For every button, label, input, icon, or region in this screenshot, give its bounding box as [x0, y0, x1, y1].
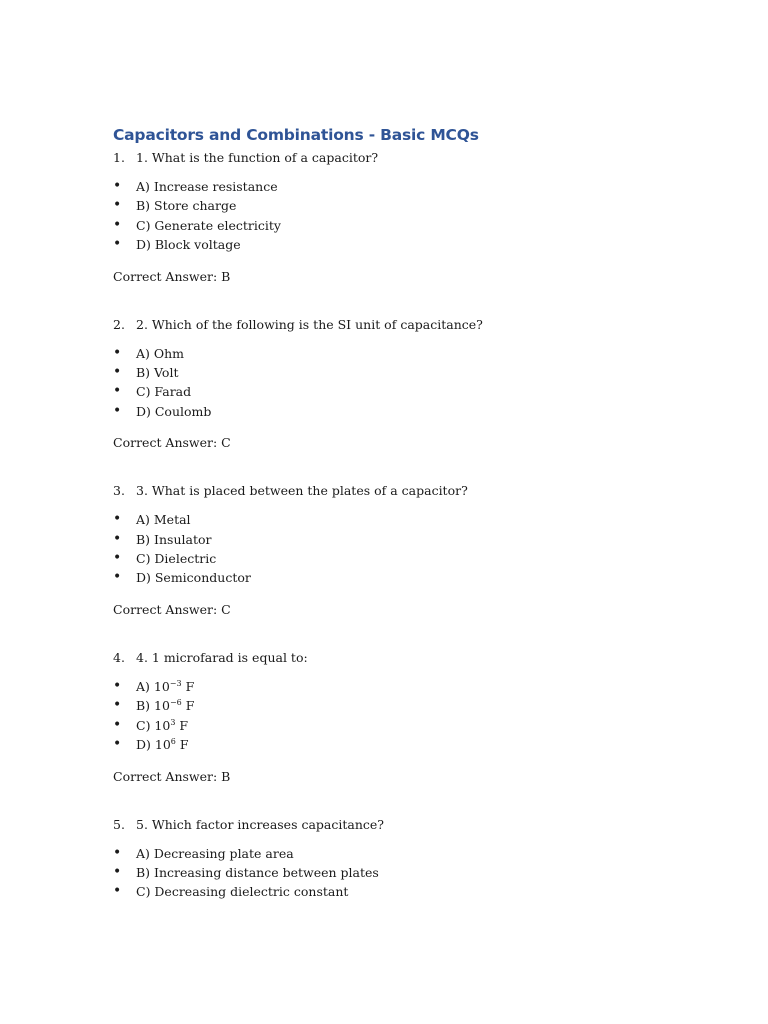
option-text: A) Metal — [136, 512, 191, 528]
option-exponent: 3 — [170, 717, 176, 727]
document-page — [113, 124, 673, 933]
option-item — [113, 196, 673, 215]
option-text: C) Decreasing dielectric constant — [136, 884, 349, 900]
option-text-suffix: F — [181, 678, 195, 694]
option-text: A) Decreasing plate area — [136, 845, 294, 861]
bullet-icon: • — [113, 697, 122, 714]
question-text: 2. Which of the following is the SI unit of capacitance? — [136, 316, 483, 332]
question-line — [113, 816, 673, 833]
question-number: 1. — [113, 150, 125, 165]
option-text: C) Generate electricity — [136, 217, 281, 233]
bullet-icon: • — [113, 863, 122, 880]
option-text: B) Volt — [136, 365, 179, 381]
option-item — [113, 382, 673, 401]
option-item — [113, 716, 673, 735]
bullet-icon: • — [113, 716, 122, 733]
bullet-icon: • — [113, 511, 122, 528]
option-text-prefix: D) 10 — [136, 737, 171, 753]
document-title: Capacitors and Combinations - Basic MCQs — [113, 126, 479, 144]
option-item — [113, 863, 673, 882]
question-block — [113, 316, 673, 452]
option-item — [113, 510, 673, 529]
question-number: 3. — [113, 483, 125, 499]
bullet-icon: • — [113, 216, 122, 233]
option-item — [113, 344, 673, 363]
correct-answer: Correct Answer: C — [113, 601, 231, 617]
option-item — [113, 530, 673, 549]
question-number: 2. — [113, 316, 125, 332]
question-text: 3. What is placed between the plates of a capacitor? — [136, 483, 468, 499]
option-text — [136, 716, 188, 735]
option-item — [113, 882, 673, 901]
option-text: D) Coulomb — [136, 403, 212, 419]
option-item — [113, 216, 673, 235]
correct-answer: Correct Answer: B — [113, 768, 231, 784]
bullet-icon: • — [113, 364, 122, 381]
bullet-icon: • — [113, 344, 122, 361]
option-item — [113, 844, 673, 863]
option-list — [113, 510, 673, 588]
question-block — [113, 816, 673, 902]
question-line — [113, 482, 673, 499]
question-text: 5. Which factor increases capacitance? — [136, 816, 385, 832]
option-text: C) Dielectric — [136, 551, 217, 567]
option-item — [113, 735, 673, 754]
bullet-icon: • — [113, 402, 122, 419]
option-list — [113, 677, 673, 755]
option-item — [113, 568, 673, 587]
option-text — [136, 677, 194, 696]
option-exponent: 6 — [170, 736, 176, 746]
bullet-icon: • — [113, 844, 122, 861]
option-text — [136, 735, 189, 754]
bullet-icon: • — [113, 530, 122, 547]
bullet-icon: • — [113, 883, 122, 900]
option-list — [113, 344, 673, 422]
option-list — [113, 177, 673, 255]
correct-answer: Correct Answer: C — [113, 435, 231, 451]
option-text: D) Block voltage — [136, 237, 241, 253]
question-text: 4. 1 microfarad is equal to: — [136, 649, 308, 665]
option-text — [136, 696, 194, 715]
correct-answer: Correct Answer: B — [113, 268, 231, 284]
option-item — [113, 177, 673, 196]
option-item — [113, 235, 673, 254]
option-item — [113, 696, 673, 715]
question-block — [113, 649, 673, 785]
bullet-icon: • — [113, 178, 122, 194]
bullet-icon: • — [113, 569, 122, 586]
option-text-prefix: B) 10 — [136, 698, 170, 714]
option-text: B) Increasing distance between plates — [136, 864, 379, 880]
option-text-suffix: F — [175, 717, 189, 733]
option-item — [113, 363, 673, 382]
option-item — [113, 677, 673, 696]
bullet-icon: • — [113, 736, 122, 753]
option-text-prefix: A) 10 — [136, 678, 170, 694]
question-number: 4. — [113, 649, 125, 665]
question-line — [113, 649, 673, 666]
option-text: C) Farad — [136, 384, 192, 400]
option-text-suffix: F — [175, 737, 189, 753]
question-number: 5. — [113, 816, 125, 832]
option-text: A) Ohm — [136, 345, 185, 361]
option-list — [113, 844, 673, 902]
question-line — [113, 149, 673, 166]
option-text: B) Store charge — [136, 198, 237, 214]
option-exponent: −6 — [169, 698, 182, 708]
option-text: A) Increase resistance — [136, 179, 278, 194]
option-text-suffix: F — [181, 698, 195, 714]
bullet-icon: • — [113, 197, 122, 214]
option-text: B) Insulator — [136, 531, 212, 547]
option-item — [113, 402, 673, 421]
option-item — [113, 549, 673, 568]
bullet-icon: • — [113, 550, 122, 567]
bullet-icon: • — [113, 236, 122, 253]
question-block — [113, 482, 673, 618]
question-line — [113, 316, 673, 333]
bullet-icon: • — [113, 383, 122, 400]
question-text: 1. What is the function of a capacitor? — [136, 150, 379, 165]
option-exponent: −3 — [169, 678, 182, 688]
question-block — [113, 149, 673, 285]
option-text-prefix: C) 10 — [136, 717, 171, 733]
option-text: D) Semiconductor — [136, 570, 251, 586]
bullet-icon: • — [113, 677, 122, 694]
